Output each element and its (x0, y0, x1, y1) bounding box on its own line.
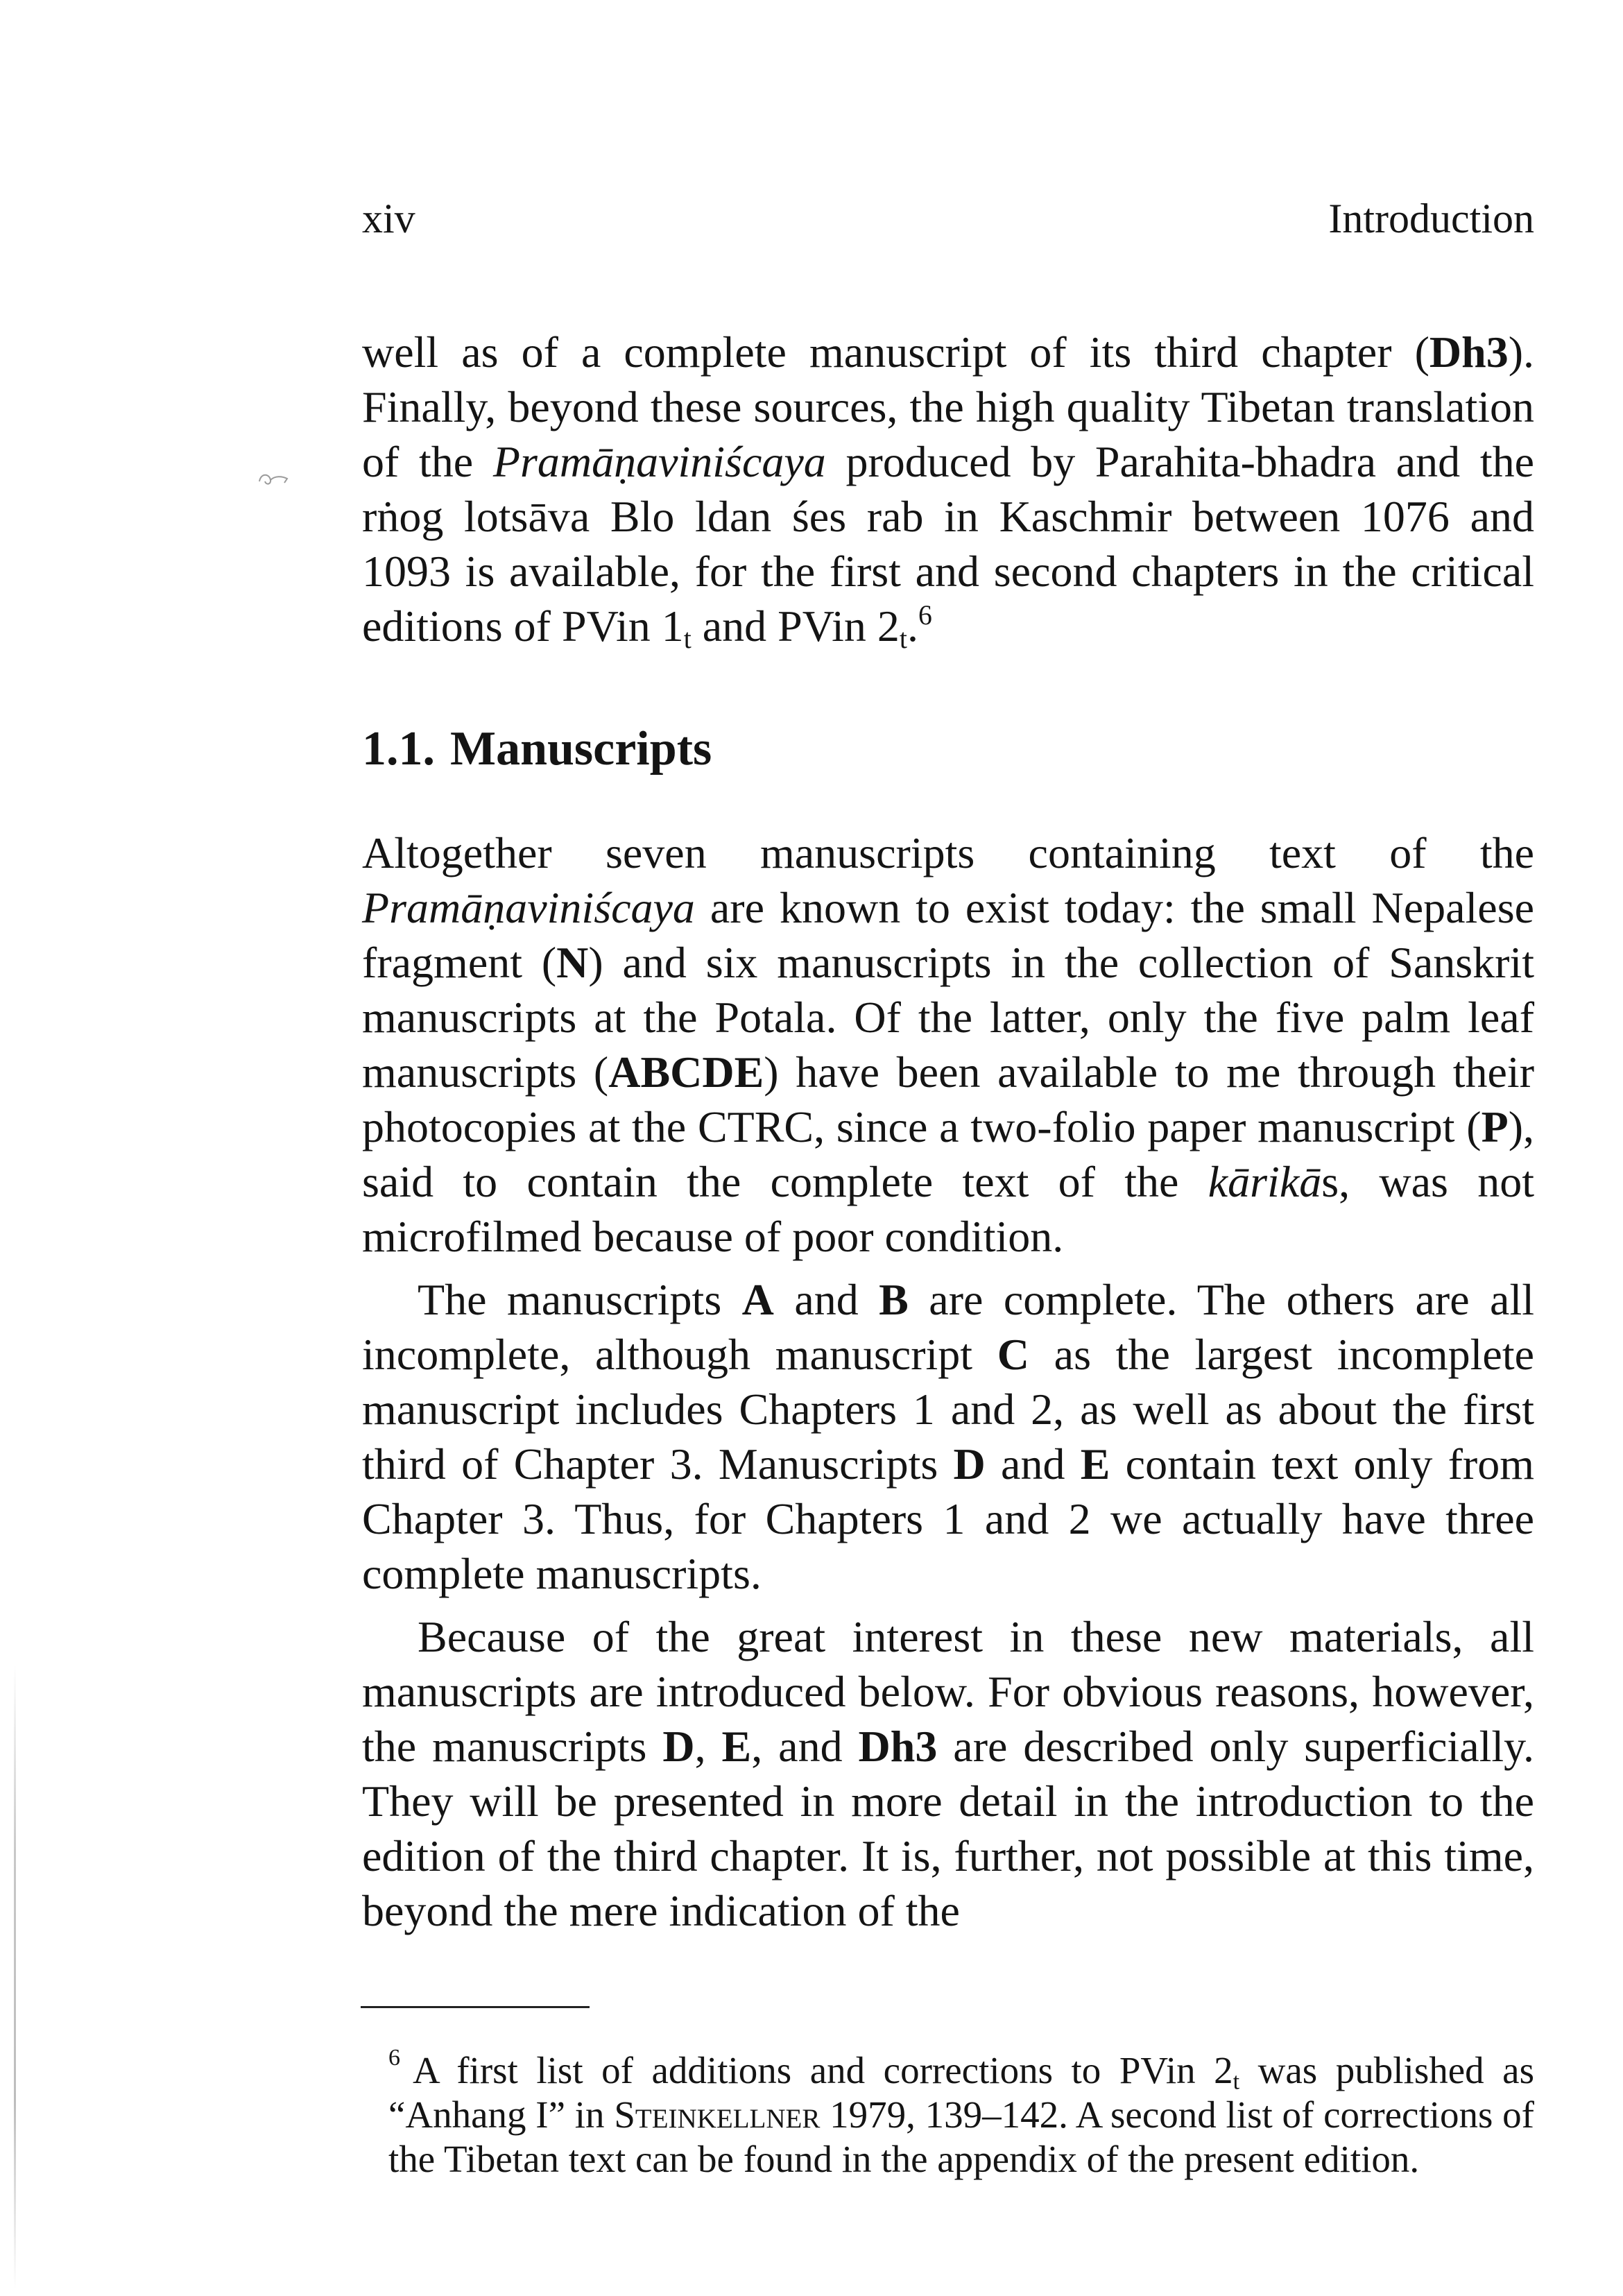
paragraph: Because of the great interest in these new materials, all manuscripts are introduced below. For obvious reasons, however, the manuscripts D, E, and Dh3 are described only superficially. They will be presented in more detail in the introduction to the edition of the third chapter. It is, further, not possible at this time, beyond the mere indication of the (362, 1612, 1535, 1935)
paragraph: Altogether seven manuscripts containing text of the Pramāṇaviniścaya are known to exist today: the small Nepalese fragment (N) and six manuscripts in the collection of Sanskrit manuscripts at the Potala. Of the latter, only the five palm leaf manuscripts (ABCDE) have been available to me through their photocopies at the CTRC, since a two-folio paper manuscript (P), said to contain the complete text of the kārikās, was not microfilmed because of poor condition. (362, 828, 1535, 1261)
page-number: xiv (362, 196, 415, 241)
paragraph: The manuscripts A and B are complete. The others are all incomplete, although manuscript C as the largest incomplete manuscript includes Chapters 1 and 2, as well as about the first third of Chapter 3. Manuscripts D and E contain text only from Chapter 3. Thus, for Chapters 1 and 2 we actually have three complete manuscripts. (362, 1275, 1535, 1598)
footnote-number: 6 (388, 2045, 400, 2071)
section-body (362, 825, 1534, 1938)
section-heading (362, 721, 712, 777)
work-title: Pramāṇaviniścaya (492, 437, 826, 486)
footnote-reference: 6 (918, 600, 932, 631)
running-title: Introduction (1328, 196, 1534, 241)
author-name: Steinkellner (614, 2093, 821, 2136)
footnote-rule (361, 2006, 590, 2008)
siglum: Dh3 (1429, 327, 1509, 377)
margin-pencil-mark-icon (257, 469, 291, 490)
footnote: $^6$ A first list of additions and corrections to PVin $2_t$ was published as “Anhang I” in Steinkellner 1979, 139–142. A second list of corrections of the Tibetan text can be found in the appendix of the present edition. (388, 2045, 1534, 2180)
section-number: 1.1. (362, 722, 435, 776)
intro-paragraph: well as of a complete manuscript of its third chapter (Dh3). Finally, beyond these sources, the high quality Tibetan translation of the Pramāṇaviniścaya produced by Parahita-bhadra and the rṅog lotsāva Blo ldan śes rab in Kaschmir between 1076 and 1093 is available, for the first and second chapters in the critical editions of PVin $1_t$ and PVin $2_t.^6$ (362, 327, 1535, 654)
section-title: Manuscripts (450, 722, 712, 776)
scan-edge-shadow (14, 1665, 16, 2289)
